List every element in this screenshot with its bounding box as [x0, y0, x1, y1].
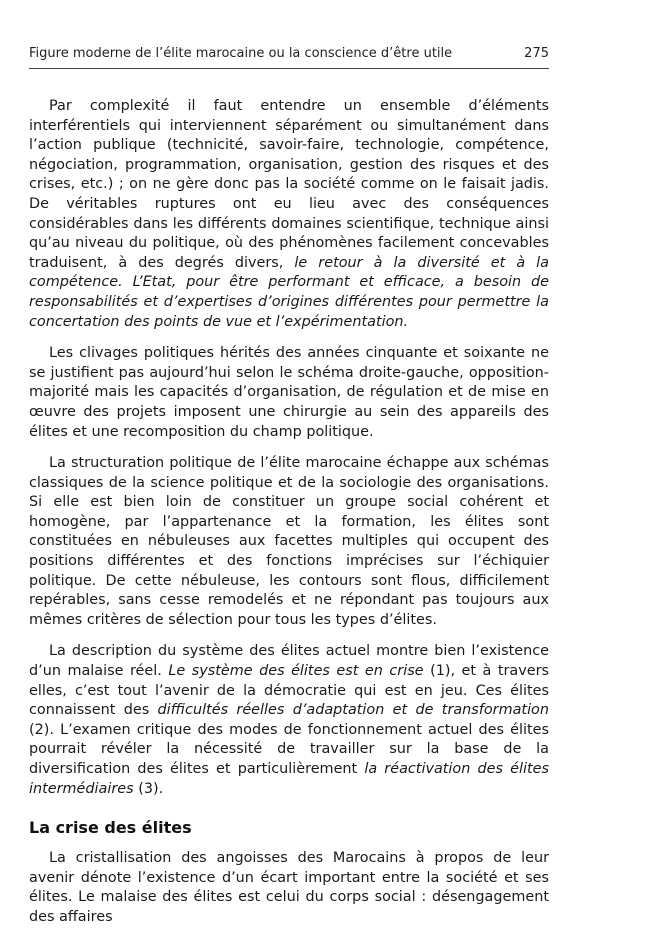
text-run-italic: la réactivation des élites intermédiaires — [29, 761, 549, 797]
running-header — [29, 44, 549, 64]
page-number: 275 — [524, 46, 549, 61]
section-heading: La crise des élites — [29, 818, 192, 838]
text-run: La structuration politique de l’élite marocaine échappe aux schémas classiques de la science politique et de la sociologie des organisations. Si elle est bien loin de constituer un groupe social cohérent et homogène, par l’appartenance et la formation, les élites sont constituées en nébuleuses aux facettes multiples qui occupent des positions différentes et des fonctions imprécises sur l’échiquier politique. De cette nébuleuse, les contours sont flous, difficilement repérables, sans cesse remodelés et ne répondant pas toujours aux mêmes critères de sélection pour tous les types d’élites. — [29, 455, 549, 628]
paragraph-complexity — [29, 97, 549, 332]
running-title: Figure moderne de l’élite marocaine ou la conscience d’être utile — [29, 46, 453, 61]
text-run-italic: difficultés réelles d’adaptation et de transformation — [157, 702, 549, 719]
paragraph-crystallisation — [29, 849, 549, 927]
text-run: (3). — [133, 780, 164, 797]
body-text — [29, 97, 549, 940]
text-run-italic: le retour à la diversité et à la compétence. L’Etat, pour être performant et efficace, a besoin de responsabilités et d’expertises d’origines différentes pour permettre la concertation des points de vue et l’expérimentation. — [29, 254, 549, 330]
header-divider — [29, 68, 549, 69]
text-run: La cristallisation des angoisses des Marocains à propos de leur avenir dénote l’existence d’un écart important entre la société et ses élites. Le malaise des élites est celui du corps social : désengagement des affaires — [29, 850, 549, 925]
text-run: La description du système des élites actuel montre bien l’existence d’un malaise réel. — [29, 643, 549, 680]
text-run: (2). L’examen critique des modes de fonctionnement actuel des élites pourrait révéler la nécessité de travailler sur la base de la diversification des élites et particulièrement — [29, 721, 549, 777]
paragraph-political-cleavages — [29, 344, 549, 442]
paragraph-elite-structuring — [29, 454, 549, 630]
paragraph-elite-system — [29, 642, 549, 799]
text-run: Les clivages politiques hérités des années cinquante et soixante ne se justifient pas aujourd’hui selon le schéma droite-gauche, opposition-majorité mais les capacités d’organisation, de régulation et de mise en œuvre des projets imposent une chirurgie au sein des appareils des élites et une recomposition du champ politique. — [29, 345, 549, 440]
text-run: Par complexité il faut entendre un ensemble d’éléments interférentiels qui interviennent séparément ou simultanément dans l’action publique (technicité, savoir-faire, technologie, compétence, négociation, programmation, organisation, gestion des risques et des crises, etc.) ; on ne gère donc pas la société comme on le faisait jadis. De véritables ruptures ont eu lieu avec des conséquences considérables dans les différents domaines scientifique, technique ainsi qu’au niveau du politique, où des phénomènes facilement concevables traduisent, à des degrés divers, — [29, 98, 549, 271]
text-run-italic: Le système des élites est en crise — [168, 663, 424, 680]
text-run: (1), et à travers elles, c’est tout l’avenir de la démocratie qui est en jeu. Ces élites connaissent des — [29, 663, 550, 719]
